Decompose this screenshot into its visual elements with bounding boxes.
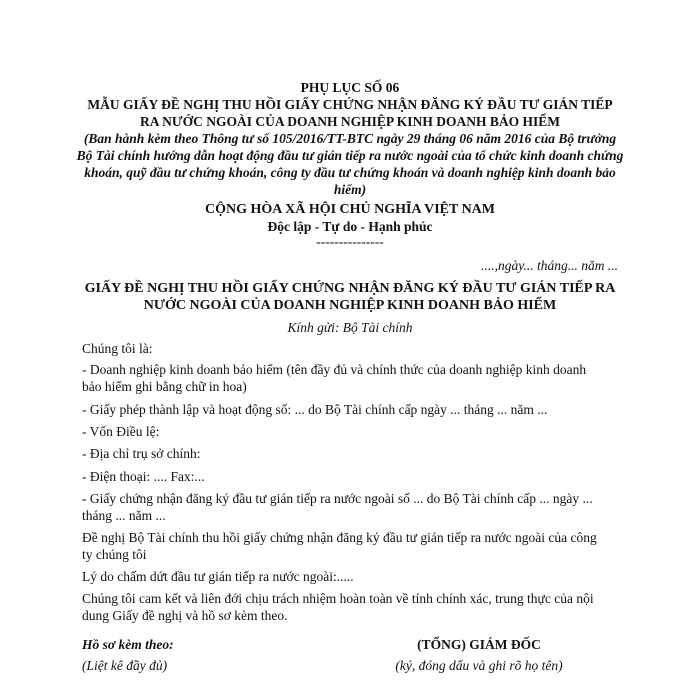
- attachments-note: (Liệt kê đầy đủ): [82, 658, 168, 673]
- phone-line: - Điện thoại: .... Fax:...: [82, 469, 205, 484]
- signer-note: (ký, đóng dấu và ghi rõ họ tên): [395, 658, 563, 673]
- license-line: - Giấy phép thành lập và hoạt động số: ... do Bộ Tài chính cấp ngày ... tháng ... năm ...: [82, 402, 548, 417]
- certificate-line2: tháng ... năm ...: [82, 508, 166, 523]
- document-title-line2: NƯỚC NGOÀI CỦA DOANH NGHIỆP KINH DOANH BẢO HIỂM: [143, 298, 557, 313]
- intro-text: Chúng tôi là:: [82, 341, 153, 356]
- capital-line: - Vốn Điều lệ:: [82, 424, 160, 439]
- form-title-line2: RA NƯỚC NGOÀI CỦA DOANH NGHIỆP KINH DOANH BẢO HIỂM: [140, 114, 560, 129]
- company-line2: bảo hiểm ghi bằng chữ in hoa): [82, 379, 247, 394]
- certificate-line1: - Giấy chứng nhận đăng ký đầu tư gián tiếp ra nước ngoài số ... do Bộ Tài chính cấp ... ngày ...: [82, 491, 593, 506]
- request-line1: Đề nghị Bộ Tài chính thu hồi giấy chứng nhận đăng ký đầu tư gián tiếp ra nước ngoài của công: [82, 530, 597, 545]
- reason-line: Lý do chấm dứt đầu tư gián tiếp ra nước ngoài:.....: [82, 569, 354, 584]
- form-title-line1: MẪU GIẤY ĐỀ NGHỊ THU HỒI GIẤY CHỨNG NHẬN ĐĂNG KÝ ĐẦU TƯ GIÁN TIẾP: [87, 97, 613, 112]
- issued-note-line3: khoán, quỹ đầu tư chứng khoán, công ty đầu tư chứng khoán và doanh nghiệp kinh doanh bảo: [84, 165, 616, 180]
- appendix-title: PHỤ LỤC SỐ 06: [300, 80, 400, 95]
- company-line1: - Doanh nghiệp kinh doanh bảo hiểm (tên đầy đủ và chính thức của doanh nghiệp kinh doanh: [82, 362, 587, 377]
- attachments-label: Hồ sơ kèm theo:: [82, 637, 174, 652]
- address-line: - Địa chỉ trụ sở chính:: [82, 446, 201, 461]
- issued-note-line2: Bộ Tài chính hướng dẫn hoạt động đầu tư gián tiếp ra nước ngoài của tổ chức kinh doanh chứng: [76, 148, 624, 163]
- national-motto: Độc lập - Tự do - Hạnh phúc: [267, 219, 433, 234]
- signer-title: (TỔNG) GIÁM ĐỐC: [417, 637, 541, 652]
- country-name: CỘNG HÒA XÃ HỘI CHỦ NGHĨA VIỆT NAM: [204, 202, 495, 217]
- motto-divider: ---------------: [316, 234, 384, 249]
- request-line2: ty chúng tôi: [82, 547, 147, 562]
- issued-note-line1: (Ban hành kèm theo Thông tư số 105/2016/TT-BTC ngày 29 tháng 06 năm 2016 của Bộ trưởng: [83, 131, 617, 146]
- recipient-line: Kính gửi: Bộ Tài chính: [287, 320, 413, 335]
- commitment-line2: dung Giấy đề nghị và hồ sơ kèm theo.: [82, 608, 288, 623]
- issued-note-line4: hiểm): [333, 182, 367, 197]
- commitment-line1: Chúng tôi cam kết và liên đới chịu trách nhiệm hoàn toàn về tính chính xác, trung thực của nội: [82, 591, 594, 606]
- date-line: ....,ngày... tháng... năm ...: [481, 258, 618, 273]
- document-title-line1: GIẤY ĐỀ NGHỊ THU HỒI GIẤY CHỨNG NHẬN ĐĂNG KÝ ĐẦU TƯ GIÁN TIẾP RA: [84, 281, 616, 296]
